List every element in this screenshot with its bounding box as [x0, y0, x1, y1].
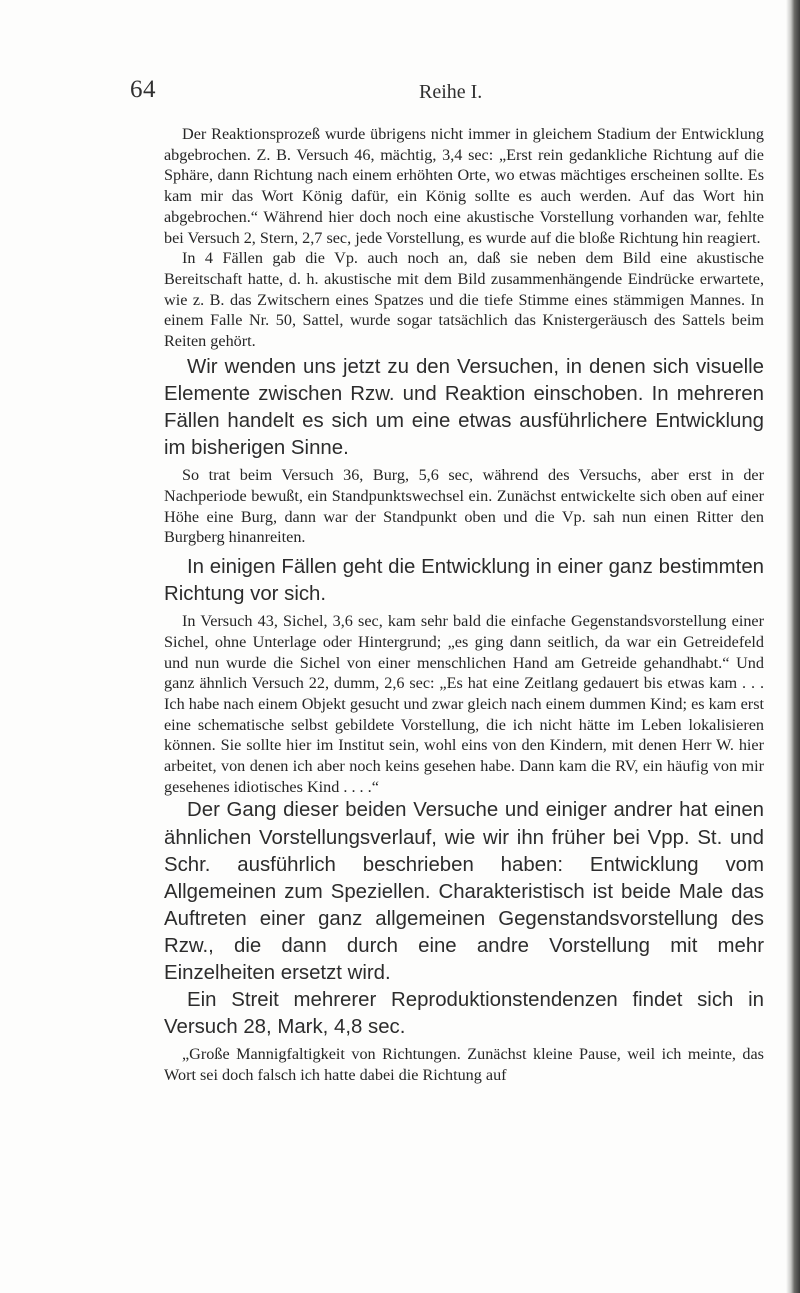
paragraph-general-to-specific: Der Gang dieser beiden Versuche und einiger andrer hat einen ähnlichen Vorstellungsverlauf, wie wir ihn früher bei Vpp. St. und Schr. ausführlich beschrieben haben: Entwicklung vom Allgemeinen zum Speziellen. Charakteristisch ist beide Male das Auftreten einer ganz allgemeinen Gegenstandsvorstellung des Rzw., die dann durch eine andre Vorstellung mit mehr Einzelheiten ersetzt wird. [164, 799, 764, 984]
running-title: Reihe I. [419, 81, 483, 103]
scan-binding-edge [786, 0, 800, 1293]
paragraph-sichel-experiment: In Versuch 43, Sichel, 3,6 sec, kam sehr bald die einfache Gegenstandsvorstellung einer Sichel, ohne Unterlage oder Hintergrund; „es ging dann seitlich, da war ein Getreidefeld und nun wurde die Sichel von einer menschlichen Hand am Getreide gehandhabt.“ Und ganz ähnlich Versuch 22, dumm, 2,6 sec: „Es hat eine Zeitlang gedauert bis etwas kam . . . Ich habe nach einem Objekt gesucht und zwar gleich nach einem dummen Kind; es kam erst eine schematische selbst gebildete Vorstellung, die ich nicht hätte im Leben lokalisieren können. Sie sollte hier im Institut sein, wohl eins von den Kindern, mit denen Herr W. hier arbeitet, von denen ich aber noch keins gesehen habe. Dann kam die RV, ein häufig von mir gesehenes idiotisches Kind . . . .“ [164, 612, 764, 796]
paragraph-direction: In einigen Fällen geht die Entwicklung in einer ganz bestimmten Richtung vor sich. [164, 555, 764, 606]
running-head [130, 76, 483, 112]
paragraph-reaction-process: Der Reaktionsprozeß wurde übrigens nicht immer in gleichem Stadium der Entwicklung abgebrochen. Z. B. Versuch 46, mächtig, 3,4 sec: „Erst rein gedankliche Richtung auf die Sphäre, dann Richtung nach einem erhöhten Orte, wo etwas mächtiges erscheinen sollte. Es kam mir das Wort König dafür, ein König sollte es auch werden. Auf das Wort hin abgebrochen.“ Während hier doch noch eine akustische Vorstellung vorhanden war, fehlte bei Versuch 2, Stern, 2,7 sec, jede Vorstellung, es wurde auf die bloße Richtung hin reagiert. [164, 125, 764, 247]
page-number: 64 [130, 76, 156, 103]
paragraph-reproduction-tendencies: Ein Streit mehrerer Reproduktionstendenzen findet sich in Versuch 28, Mark, 4,8 sec. [164, 989, 764, 1039]
paragraph-acoustic-readiness: In 4 Fällen gab die Vp. auch noch an, daß sie neben dem Bild eine akustische Bereitschaft hatte, d. h. akustische mit dem Bild zusammenhängende Eindrücke erwartete, wie z. B. das Zwitschern eines Spatzes und die tiefe Stimme eines stämmigen Mannes. In einem Falle Nr. 50, Sattel, wurde sogar tatsächlich das Knistergeräusch des Sattels beim Reiten gehört. [164, 249, 764, 351]
paragraph-mark-quote: „Große Mannigfaltigkeit von Richtungen. Zunächst kleine Pause, weil ich meinte, das Wort sei doch falsch ich hatte dabei die Richtung auf [164, 1045, 764, 1084]
paragraph-burg-experiment: So trat beim Versuch 36, Burg, 5,6 sec, während des Versuchs, aber erst in der Nachperiode bewußt, ein Standpunktswechsel ein. Zunächst entwickelte sich oben auf einer Höhe eine Burg, dann war der Standpunkt oben und die Vp. sah nun einen Ritter den Burgberg hinanreiten. [164, 466, 764, 547]
body-text [164, 124, 764, 1086]
paragraph-visual-elements: Wir wenden uns jetzt zu den Versuchen, in denen sich visuelle Elemente zwischen Rzw. und Reaktion einschoben. In mehreren Fällen handelt es sich um eine etwas ausführlichere Entwicklung im bisherigen Sinne. [164, 355, 764, 460]
